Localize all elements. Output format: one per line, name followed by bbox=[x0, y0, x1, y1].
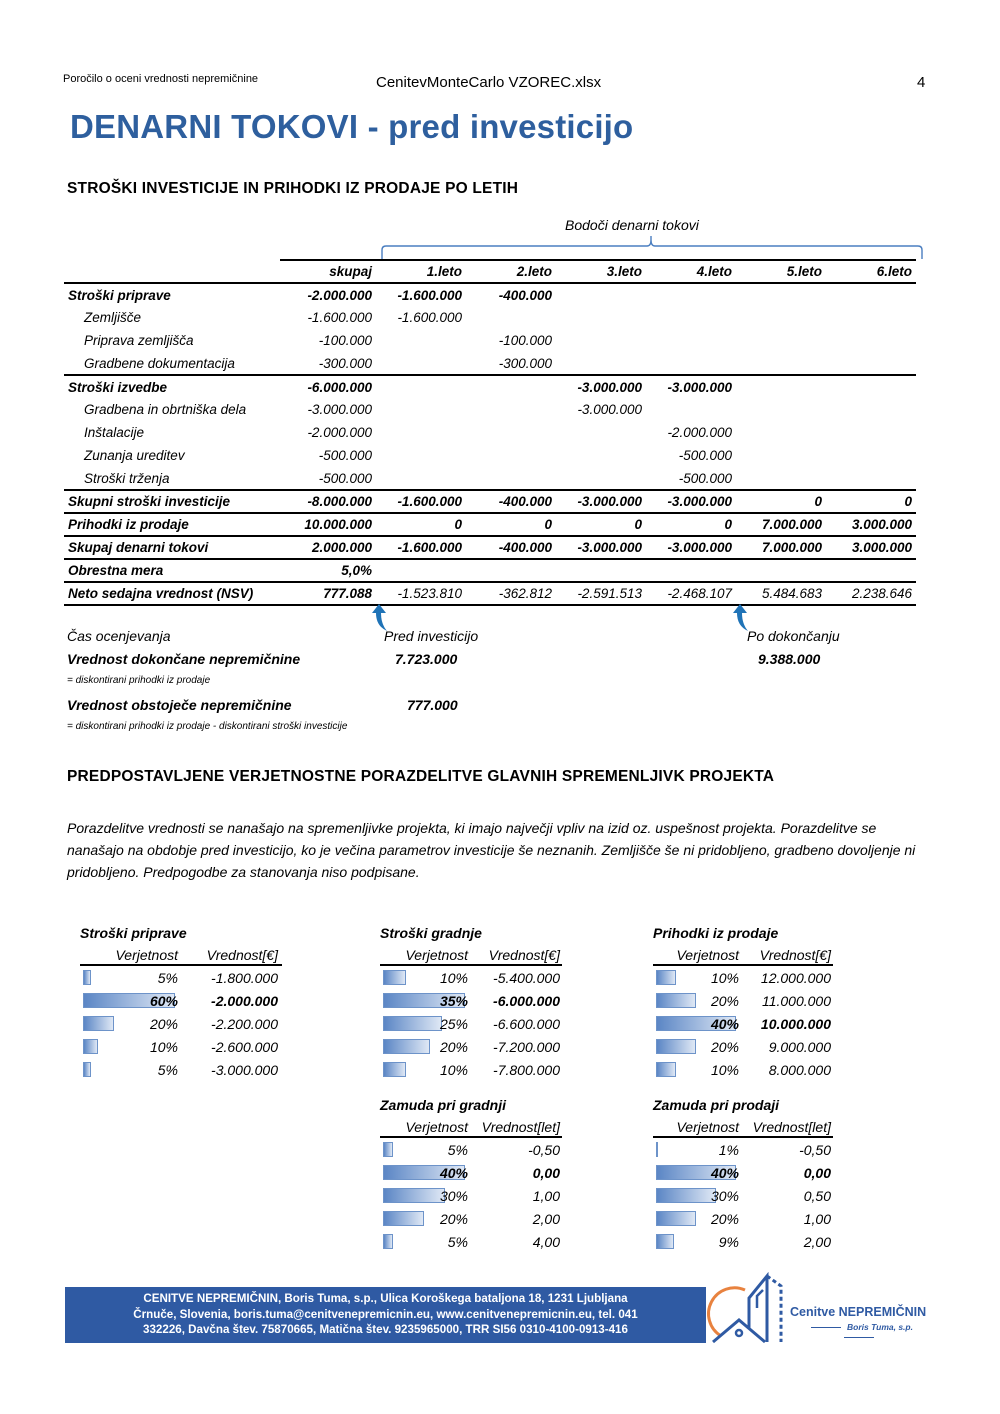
cell-skupaj: 10.000.000 bbox=[280, 513, 376, 536]
cell-2-leto bbox=[466, 559, 556, 582]
source-filename: CenitevMonteCarlo VZOREC.xlsx bbox=[376, 74, 602, 91]
distribution-row bbox=[80, 1012, 282, 1035]
outcome-value: 0,00 bbox=[803, 1164, 831, 1181]
probability-value: 40% bbox=[710, 1015, 739, 1032]
table-row bbox=[64, 352, 916, 375]
cell-4-leto: -500.000 bbox=[678, 448, 732, 463]
distribution-build-costs bbox=[380, 922, 562, 1081]
section-title-distributions: PREDPOSTAVLJENE VERJETNOSTNE PORAZDELITVE GLAVNIH SPREMENLJIVK PROJEKTA bbox=[67, 768, 775, 785]
distribution-header bbox=[380, 1116, 562, 1138]
cell-2-leto: -400.000 bbox=[466, 283, 556, 306]
cell-2-leto bbox=[466, 467, 556, 490]
after-completion-label: Po dokončanju bbox=[747, 628, 840, 644]
table-row bbox=[64, 329, 916, 352]
distribution-row bbox=[380, 1161, 562, 1184]
report-header-title: Poročilo o oceni vrednosti nepremičnine bbox=[63, 73, 259, 85]
probability-value: 10% bbox=[439, 969, 468, 986]
cell-2-leto: -300.000 bbox=[498, 355, 552, 371]
table-row bbox=[64, 559, 916, 582]
row-label: Zemljišče bbox=[84, 310, 142, 325]
section-title-costs-revenues: STROŠKI INVESTICIJE IN PRIHODKI IZ PRODAJE PO LETIH bbox=[67, 180, 519, 197]
cell-skupaj: 777.088 bbox=[280, 582, 376, 605]
cell-1-leto bbox=[376, 329, 466, 352]
cell-skupaj: -1.600.000 bbox=[307, 310, 372, 325]
cell-3-leto bbox=[556, 352, 646, 375]
cell-4-leto: -3.000.000 bbox=[646, 375, 736, 398]
probability-value: 30% bbox=[439, 1187, 468, 1204]
cell-6-leto bbox=[826, 375, 916, 398]
col-header-value: Vrednost[€] bbox=[206, 947, 278, 963]
cell-3-leto: -3.000.000 bbox=[556, 490, 646, 513]
table-row bbox=[64, 283, 916, 306]
probability-value: 40% bbox=[710, 1164, 739, 1181]
outcome-value: -5.400.000 bbox=[493, 969, 560, 986]
outcome-value: 8.000.000 bbox=[768, 1061, 831, 1078]
valuation-time-label: Čas ocenjevanja bbox=[67, 628, 171, 644]
table-row bbox=[64, 306, 916, 329]
cell-skupaj: -2.000.000 bbox=[280, 283, 376, 306]
existing-value-note: = diskontirani prihodki iz prodaje - diskontirani stroški investicije bbox=[67, 721, 348, 732]
outcome-value: 10.000.000 bbox=[760, 1015, 831, 1032]
col-header-value: Vrednost[let] bbox=[481, 1119, 560, 1135]
probability-value: 5% bbox=[447, 1233, 468, 1250]
cell-5-leto: 7.000.000 bbox=[736, 513, 826, 536]
cell-2-leto: -400.000 bbox=[466, 490, 556, 513]
distribution-header bbox=[653, 1116, 833, 1138]
cell-2-leto: -100.000 bbox=[498, 333, 552, 348]
cell-3-leto: -3.000.000 bbox=[577, 402, 642, 417]
company-logo-icon bbox=[705, 1272, 785, 1344]
probability-value: 20% bbox=[439, 1038, 468, 1055]
table-row bbox=[64, 398, 916, 421]
distribution-row bbox=[80, 989, 282, 1012]
distribution-row bbox=[380, 1012, 562, 1035]
distribution-row bbox=[380, 1035, 562, 1058]
row-label: Gradbena in obrtniška dela bbox=[84, 402, 247, 417]
table-row bbox=[64, 536, 916, 559]
cell-6-leto bbox=[826, 352, 916, 375]
distribution-row bbox=[380, 1138, 562, 1161]
distribution-row bbox=[653, 1207, 833, 1230]
logo-subtitle bbox=[790, 1322, 928, 1342]
cell-3-leto bbox=[556, 329, 646, 352]
row-label: Zunanja ureditev bbox=[84, 448, 185, 463]
table-row bbox=[64, 513, 916, 536]
probability-value: 5% bbox=[157, 969, 178, 986]
col-header-year4: 4.leto bbox=[646, 260, 736, 283]
row-label: Neto sedajna vrednost (NSV) bbox=[64, 582, 280, 605]
cell-3-leto bbox=[556, 559, 646, 582]
outcome-value: 2,00 bbox=[803, 1233, 831, 1250]
row-label: Stroški trženja bbox=[84, 470, 170, 486]
cell-4-leto: -3.000.000 bbox=[646, 536, 736, 559]
cell-1-leto bbox=[376, 559, 466, 582]
cell-skupaj: -300.000 bbox=[318, 355, 372, 371]
probability-value: 20% bbox=[710, 1210, 739, 1227]
table-row bbox=[64, 467, 916, 490]
outcome-value: -7.200.000 bbox=[493, 1038, 560, 1055]
distribution-row bbox=[80, 966, 282, 989]
footer-contact-box bbox=[65, 1287, 706, 1343]
cell-6-leto bbox=[826, 329, 916, 352]
col-header-probability: Verjetnost bbox=[676, 947, 739, 963]
cell-5-leto bbox=[736, 306, 826, 329]
col-header-total: skupaj bbox=[280, 260, 376, 283]
cell-1-leto bbox=[376, 375, 466, 398]
cell-1-leto bbox=[376, 467, 466, 490]
row-label: Obrestna mera bbox=[64, 559, 280, 582]
outcome-value: 12.000.000 bbox=[760, 969, 831, 986]
distribution-row bbox=[380, 966, 562, 989]
table-row bbox=[64, 375, 916, 398]
outcome-value: 4,00 bbox=[532, 1233, 560, 1250]
outcome-value: -2.000.000 bbox=[211, 992, 278, 1009]
col-header-probability: Verjetnost bbox=[676, 1119, 739, 1135]
completed-value-label: Vrednost dokončane nepremičnine bbox=[67, 651, 301, 667]
cell-6-leto: 3.000.000 bbox=[826, 536, 916, 559]
cell-5-leto bbox=[736, 352, 826, 375]
cell-4-leto: -2.468.107 bbox=[646, 582, 736, 605]
cell-2-leto bbox=[466, 375, 556, 398]
existing-value-label: Vrednost obstoječe nepremičnine bbox=[67, 697, 292, 713]
cell-3-leto: -2.591.513 bbox=[556, 582, 646, 605]
probability-value: 10% bbox=[439, 1061, 468, 1078]
cell-2-leto bbox=[466, 398, 556, 421]
cell-1-leto: -1.523.810 bbox=[376, 582, 466, 605]
cell-1-leto: -1.600.000 bbox=[397, 310, 462, 325]
probability-value: 10% bbox=[710, 1061, 739, 1078]
distribution-row bbox=[653, 1058, 833, 1081]
distribution-row bbox=[653, 1138, 833, 1161]
row-label: Stroški priprave bbox=[64, 283, 280, 306]
cell-6-leto: 3.000.000 bbox=[826, 513, 916, 536]
page-number: 4 bbox=[917, 74, 926, 91]
probability-value: 20% bbox=[149, 1015, 178, 1032]
cell-1-leto bbox=[376, 398, 466, 421]
cell-5-leto bbox=[736, 467, 826, 490]
cell-skupaj: 5,0% bbox=[280, 559, 376, 582]
cell-6-leto: 0 bbox=[826, 490, 916, 513]
distribution-row bbox=[653, 1012, 833, 1035]
header-spacer bbox=[64, 260, 280, 283]
distribution-header bbox=[380, 944, 562, 966]
cell-4-leto: 0 bbox=[646, 513, 736, 536]
existing-value: 777.000 bbox=[407, 697, 458, 713]
cell-skupaj: -100.000 bbox=[318, 333, 372, 348]
cell-5-leto: 7.000.000 bbox=[736, 536, 826, 559]
cell-skupaj: 2.000.000 bbox=[280, 536, 376, 559]
col-header-year6: 6.leto bbox=[826, 260, 916, 283]
distribution-title: Zamuda pri gradnji bbox=[380, 1097, 507, 1113]
logo-title: Cenitve NEPREMIČNIN bbox=[790, 1305, 927, 1319]
distribution-row bbox=[380, 1207, 562, 1230]
distribution-title: Zamuda pri prodaji bbox=[653, 1097, 780, 1113]
cell-3-leto bbox=[556, 283, 646, 306]
cell-3-leto: 0 bbox=[556, 513, 646, 536]
distribution-row bbox=[653, 989, 833, 1012]
distribution-row bbox=[653, 1230, 833, 1253]
curly-bracket-icon bbox=[381, 236, 923, 260]
table-row bbox=[64, 582, 916, 605]
cell-2-leto: -362.812 bbox=[466, 582, 556, 605]
distribution-build-delay bbox=[380, 1094, 562, 1253]
footer-line-2: Črnuče, Slovenia, boris.tuma@cenitvenepremicnin.eu, www.cenitvenepremicnin.eu, tel. 041 bbox=[133, 1307, 638, 1321]
outcome-value: 11.000.000 bbox=[761, 992, 831, 1009]
completed-value-note: = diskontirani prihodki iz prodaje bbox=[67, 675, 211, 686]
outcome-value: -6.600.000 bbox=[493, 1015, 560, 1032]
col-header-value: Vrednost[€] bbox=[759, 947, 831, 963]
cell-4-leto bbox=[646, 306, 736, 329]
cell-5-leto bbox=[736, 559, 826, 582]
cell-6-leto bbox=[826, 398, 916, 421]
row-label: Prihodki iz prodaje bbox=[64, 513, 280, 536]
cell-3-leto bbox=[556, 467, 646, 490]
row-label: Skupni stroški investicije bbox=[64, 490, 280, 513]
distribution-row bbox=[380, 989, 562, 1012]
table-header-row bbox=[64, 260, 916, 283]
cell-5-leto: 5.484.683 bbox=[736, 582, 826, 605]
completed-value-after: 9.388.000 bbox=[758, 651, 821, 667]
distribution-header bbox=[653, 944, 833, 966]
cell-skupaj: -6.000.000 bbox=[280, 375, 376, 398]
col-header-value: Vrednost[€] bbox=[488, 947, 560, 963]
probability-value: 10% bbox=[149, 1038, 178, 1055]
probability-value: 10% bbox=[710, 969, 739, 986]
col-header-year2: 2.leto bbox=[466, 260, 556, 283]
cell-4-leto bbox=[646, 329, 736, 352]
distribution-sales-revenue bbox=[653, 922, 833, 1081]
row-label: Skupaj denarni tokovi bbox=[64, 536, 280, 559]
cell-5-leto bbox=[736, 329, 826, 352]
outcome-value: -6.000.000 bbox=[493, 992, 560, 1009]
cell-2-leto: 0 bbox=[466, 513, 556, 536]
cashflow-table bbox=[64, 259, 916, 606]
probability-value: 5% bbox=[157, 1061, 178, 1078]
outcome-value: -3.000.000 bbox=[211, 1061, 278, 1078]
row-label: Priprava zemljišča bbox=[84, 333, 194, 348]
cell-4-leto bbox=[646, 352, 736, 375]
outcome-value: -2.200.000 bbox=[211, 1015, 278, 1032]
col-header-probability: Verjetnost bbox=[405, 947, 468, 963]
probability-value: 1% bbox=[718, 1141, 739, 1158]
future-cashflows-label: Bodoči denarni tokovi bbox=[565, 217, 699, 233]
outcome-value: 0,00 bbox=[532, 1164, 560, 1181]
probability-value: 35% bbox=[439, 992, 468, 1009]
distribution-row bbox=[80, 1035, 282, 1058]
table-row bbox=[64, 490, 916, 513]
cell-5-leto bbox=[736, 283, 826, 306]
outcome-value: 2,00 bbox=[532, 1210, 560, 1227]
distribution-row bbox=[380, 1184, 562, 1207]
cell-1-leto: -1.600.000 bbox=[376, 536, 466, 559]
distribution-row bbox=[653, 966, 833, 989]
distribution-title: Prihodki iz prodaje bbox=[653, 925, 779, 941]
cell-3-leto bbox=[556, 421, 646, 444]
cell-1-leto bbox=[376, 352, 466, 375]
cell-skupaj: -500.000 bbox=[318, 448, 372, 463]
col-header-year1: 1.leto bbox=[376, 260, 466, 283]
cell-1-leto bbox=[376, 421, 466, 444]
cell-skupaj: -8.000.000 bbox=[280, 490, 376, 513]
row-label: Inštalacije bbox=[84, 425, 145, 440]
footer-line-3: 332226, Davčna štev. 75870665, Matična štev. 9235965000, TRR SI56 0310-4100-0913-416 bbox=[143, 1323, 628, 1336]
cell-6-leto bbox=[826, 283, 916, 306]
col-header-probability: Verjetnost bbox=[405, 1119, 468, 1135]
distributions-description: Porazdelitve vrednosti se nanašajo na spremenljivke projekta, ki imajo največji vpliv na izid oz. uspešnost projekta. Porazdelitve se nanašajo na obdobje pred investicijo, ko je večina parametrov investicije še neznanih. Zemljišče še ni pridobljeno, gradbeno dovoljenje ni pridobljeno. Predpogodbe za stanovanja niso podpisane. bbox=[67, 820, 916, 880]
cell-2-leto bbox=[466, 444, 556, 467]
col-header-year5: 5.leto bbox=[736, 260, 826, 283]
outcome-value: -1.800.000 bbox=[211, 969, 278, 986]
completed-value-before: 7.723.000 bbox=[395, 651, 458, 667]
probability-value: 20% bbox=[710, 992, 739, 1009]
cell-4-leto: -2.000.000 bbox=[667, 425, 732, 440]
cell-skupaj: -2.000.000 bbox=[307, 425, 372, 440]
table-row bbox=[64, 444, 916, 467]
cell-3-leto bbox=[556, 444, 646, 467]
probability-value: 30% bbox=[710, 1187, 739, 1204]
row-label: Stroški izvedbe bbox=[64, 375, 280, 398]
cell-6-leto: 2.238.646 bbox=[826, 582, 916, 605]
cell-6-leto bbox=[826, 467, 916, 490]
cell-3-leto: -3.000.000 bbox=[556, 536, 646, 559]
probability-value: 9% bbox=[718, 1233, 739, 1250]
col-header-year3: 3.leto bbox=[556, 260, 646, 283]
col-header-value: Vrednost[let] bbox=[752, 1119, 831, 1135]
probability-value: 20% bbox=[710, 1038, 739, 1055]
probability-value: 40% bbox=[439, 1164, 468, 1181]
cell-4-leto bbox=[646, 398, 736, 421]
cell-5-leto: 0 bbox=[736, 490, 826, 513]
outcome-value: -0,50 bbox=[528, 1141, 560, 1158]
row-label: Gradbene dokumentacija bbox=[84, 355, 235, 371]
distribution-title: Stroški gradnje bbox=[380, 925, 482, 941]
distribution-header bbox=[80, 944, 282, 966]
cell-5-leto bbox=[736, 398, 826, 421]
logo-subtitle-text: Boris Tuma, s.p. bbox=[847, 1322, 913, 1332]
cell-3-leto: -3.000.000 bbox=[556, 375, 646, 398]
outcome-value: -2.600.000 bbox=[211, 1038, 278, 1055]
distribution-row bbox=[380, 1058, 562, 1081]
cell-4-leto: -3.000.000 bbox=[646, 490, 736, 513]
cell-6-leto bbox=[826, 559, 916, 582]
distribution-row bbox=[653, 1161, 833, 1184]
page-title: DENARNI TOKOVI - pred investicijo bbox=[70, 108, 634, 145]
cell-skupaj: -3.000.000 bbox=[307, 402, 372, 417]
before-investment-label: Pred investicijo bbox=[384, 628, 479, 644]
distribution-row bbox=[653, 1035, 833, 1058]
cell-2-leto bbox=[466, 306, 556, 329]
cell-2-leto bbox=[466, 421, 556, 444]
outcome-value: -0,50 bbox=[799, 1141, 831, 1158]
outcome-value: 9.000.000 bbox=[768, 1038, 831, 1055]
cell-4-leto bbox=[646, 283, 736, 306]
distribution-row bbox=[80, 1058, 282, 1081]
cell-skupaj: -500.000 bbox=[318, 470, 372, 486]
probability-value: 20% bbox=[439, 1210, 468, 1227]
probability-value: 60% bbox=[149, 992, 178, 1009]
cell-1-leto bbox=[376, 444, 466, 467]
cell-5-leto bbox=[736, 375, 826, 398]
cell-4-leto: -500.000 bbox=[678, 470, 732, 486]
distribution-prep-costs bbox=[80, 922, 282, 1081]
col-header-probability: Verjetnost bbox=[115, 947, 178, 963]
cell-5-leto bbox=[736, 421, 826, 444]
cell-1-leto: -1.600.000 bbox=[376, 490, 466, 513]
cell-1-leto: 0 bbox=[376, 513, 466, 536]
probability-value: 25% bbox=[439, 1015, 468, 1032]
footer-line-1: CENITVE NEPREMIČNIN, Boris Tuma, s.p., Ulica Koroškega bataljona 18, 1231 Ljubljana bbox=[143, 1292, 628, 1305]
cell-6-leto bbox=[826, 306, 916, 329]
outcome-value: 1,00 bbox=[532, 1187, 560, 1204]
table-row bbox=[64, 421, 916, 444]
cell-6-leto bbox=[826, 421, 916, 444]
outcome-value: 0,50 bbox=[803, 1187, 831, 1204]
distribution-row bbox=[380, 1230, 562, 1253]
distribution-sale-delay bbox=[653, 1094, 833, 1253]
probability-value: 5% bbox=[447, 1141, 468, 1158]
outcome-value: -7.800.000 bbox=[493, 1061, 560, 1078]
cell-4-leto bbox=[646, 559, 736, 582]
cell-2-leto: -400.000 bbox=[466, 536, 556, 559]
cell-5-leto bbox=[736, 444, 826, 467]
distribution-row bbox=[653, 1184, 833, 1207]
outcome-value: 1,00 bbox=[803, 1210, 831, 1227]
distribution-title: Stroški priprave bbox=[80, 925, 187, 941]
cell-1-leto: -1.600.000 bbox=[376, 283, 466, 306]
cell-3-leto bbox=[556, 306, 646, 329]
cell-6-leto bbox=[826, 444, 916, 467]
